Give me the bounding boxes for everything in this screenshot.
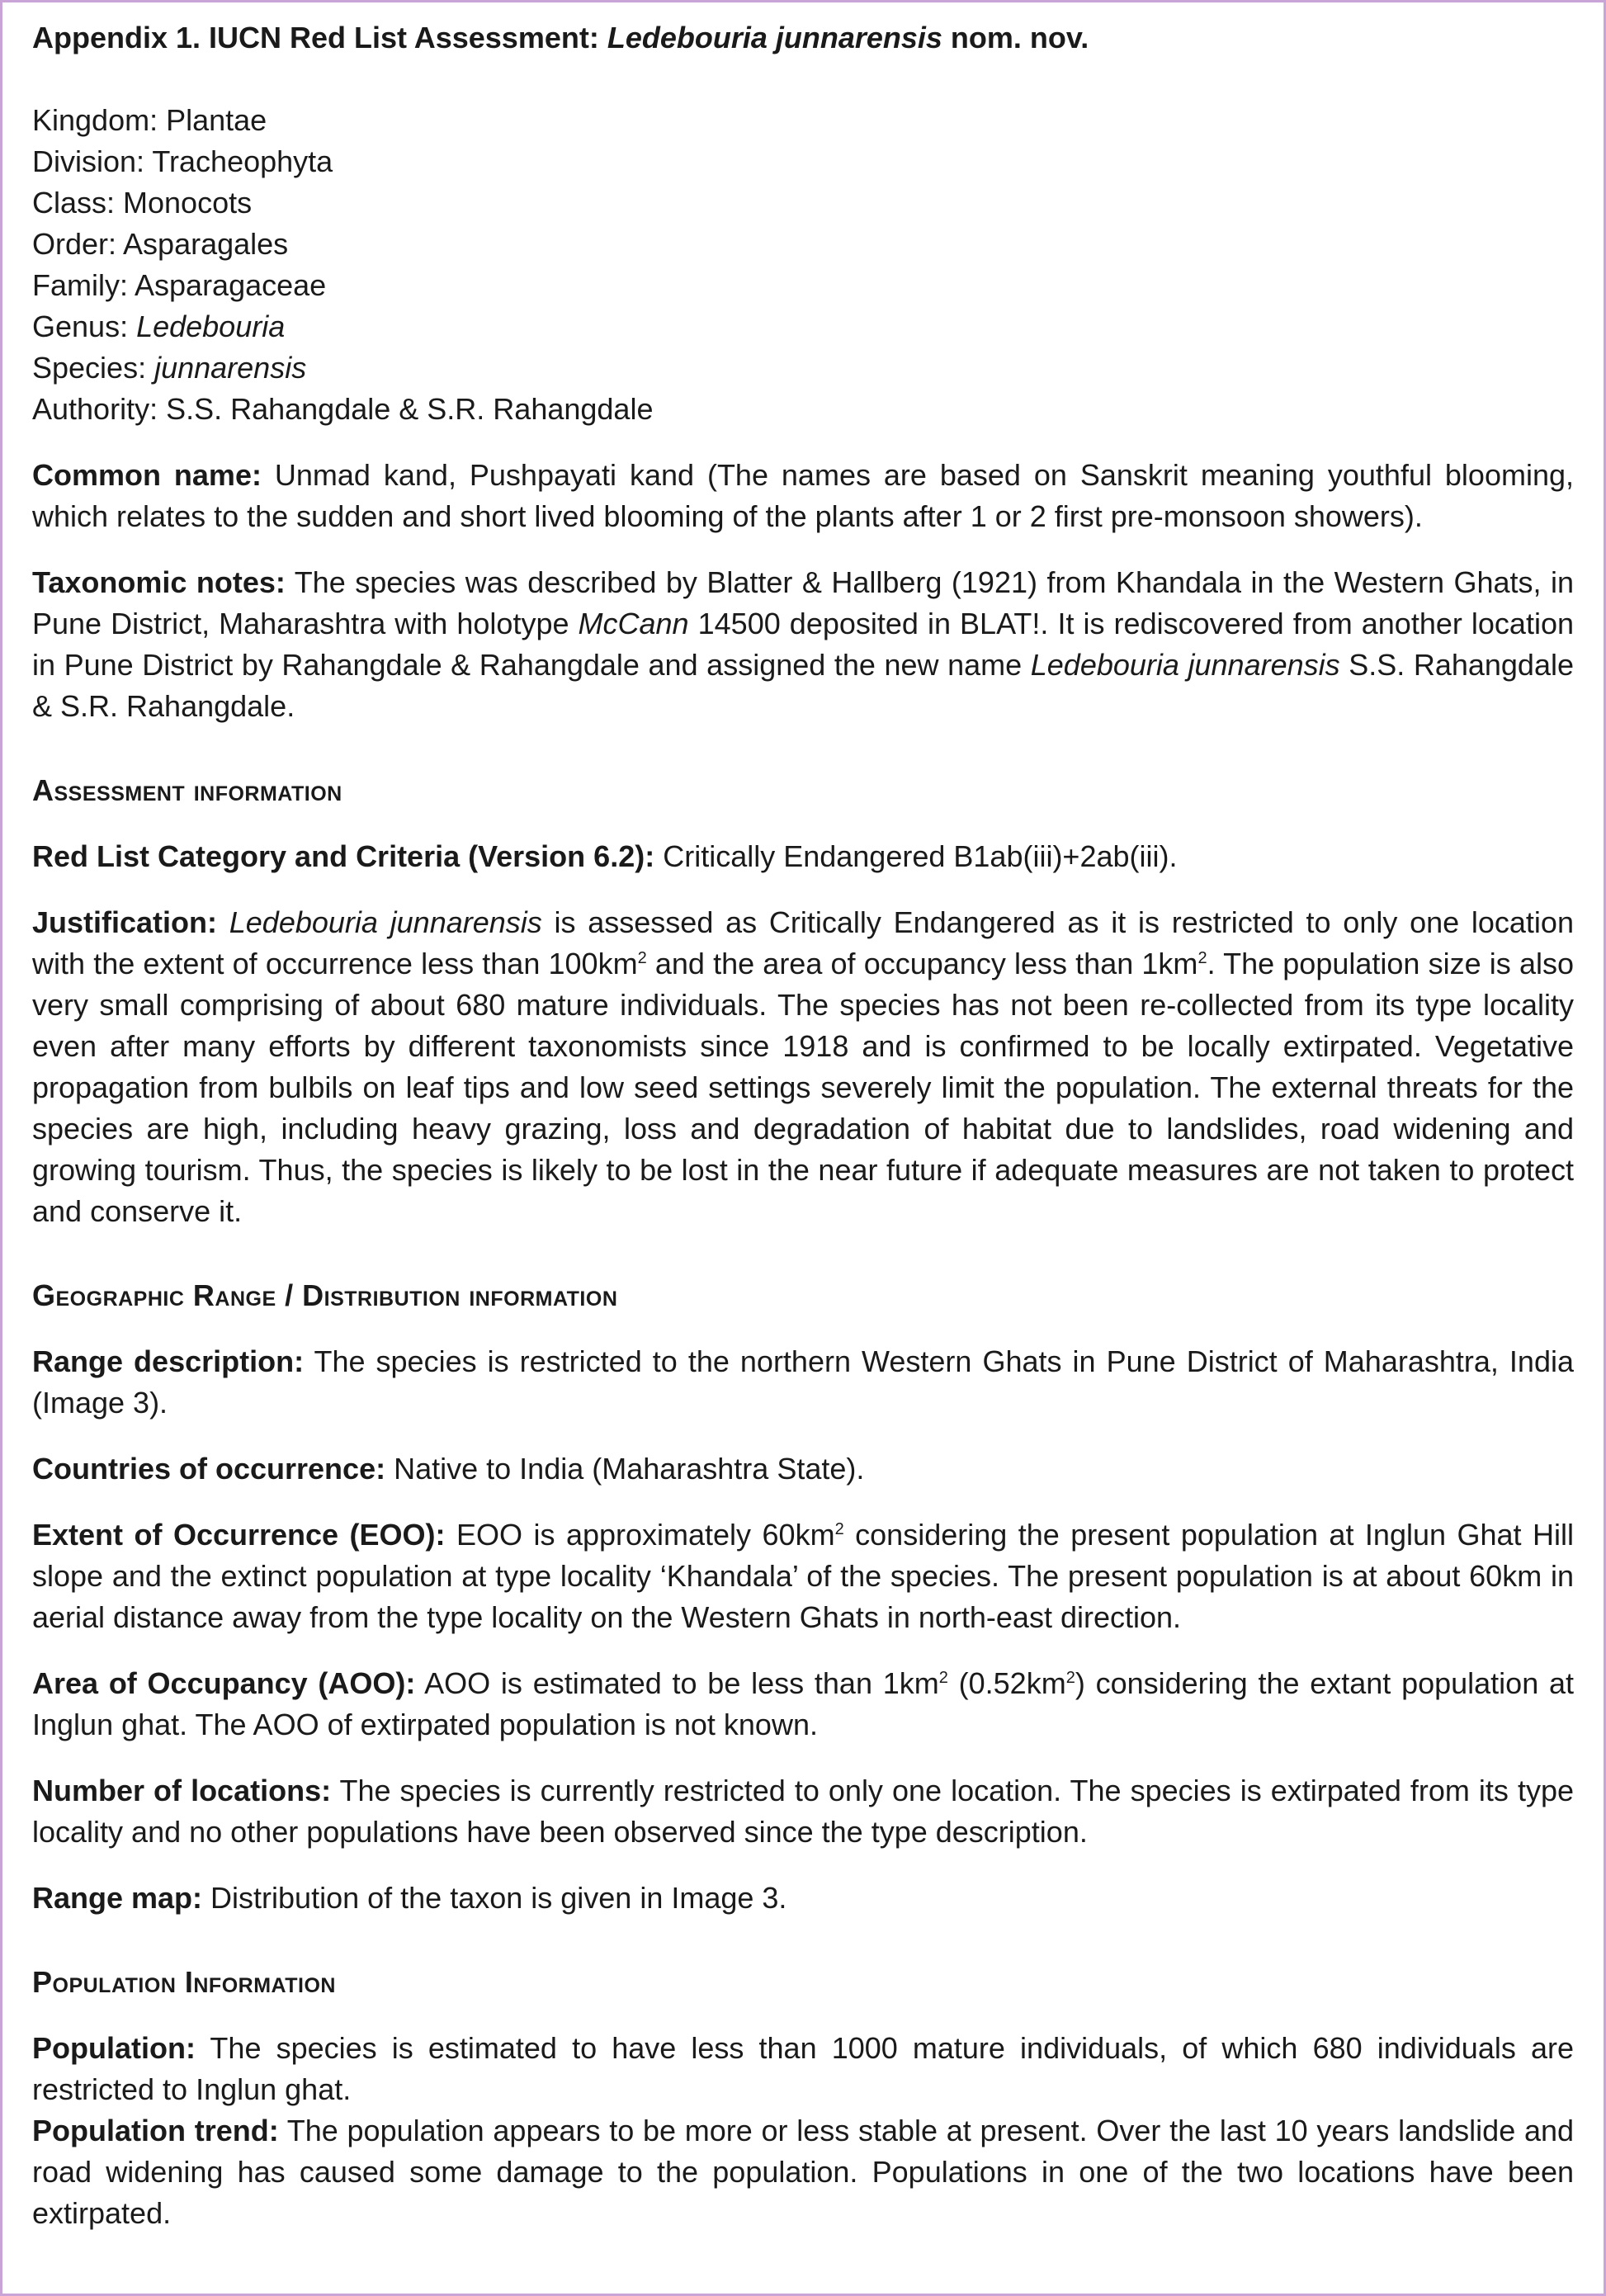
range-label: Range description: — [32, 1344, 305, 1378]
aoo-sup-1: 2 — [938, 1669, 948, 1687]
justification-label: Justification: — [32, 905, 218, 939]
range-map-label: Range map: — [32, 1881, 203, 1915]
category-paragraph — [32, 836, 1574, 877]
class-line: Class: Monocots — [32, 186, 253, 220]
species-label: Species: — [32, 351, 155, 385]
justification-paragraph — [32, 902, 1574, 1232]
common-name-paragraph — [32, 455, 1574, 537]
taxonomic-notes-label: Taxonomic notes: — [32, 565, 286, 599]
taxonomic-notes-paragraph — [32, 562, 1574, 727]
locations-text: The species is currently restricted to only one location. The species is extirpated from its type locality and no other populations have been observed since the type description. — [32, 1774, 1574, 1849]
division-line: Division: Tracheophyta — [32, 144, 333, 178]
page-title — [32, 17, 1574, 59]
aoo-sup-2: 2 — [1065, 1669, 1075, 1687]
taxonomic-notes-text-2: 14500 deposited in BLAT!. It is rediscovered from another location in Pune District by Rahangdale & Rahangdale and assigned the new name — [32, 607, 1574, 682]
common-name-text: Unmad kand, Pushpayati kand (The names are based on Sanskrit meaning youthful blooming, which relates to the sudden and short lived blooming of the plants after 1 or 2 first pre-monsoon showers). — [32, 458, 1574, 533]
population-label: Population: — [32, 2031, 196, 2065]
countries-paragraph — [32, 1448, 1574, 1490]
assessment-heading: Assessment information — [32, 773, 342, 807]
title-species: Ledebouria junnarensis — [607, 21, 942, 54]
eoo-text-2: considering the present population at Inglun Ghat Hill slope and the extinct population at type locality ‘Khandala’ of the species. The present population is at about 60km in aerial distance away from the type locality on the Western Ghats in north-east direction. — [32, 1518, 1575, 1634]
eoo-label: Extent of Occurrence (EOO): — [32, 1518, 446, 1552]
population-trend-text: The population appears to be more or less stable at present. Over the last 10 years landslide and road widening has caused some damage to the population. Populations in one of the two locations have been extirpated. — [32, 2114, 1575, 2230]
eoo-paragraph — [32, 1514, 1574, 1638]
genus-label: Genus: — [32, 309, 137, 343]
range-map-text: Distribution of the taxon is given in Image 3. — [202, 1881, 787, 1915]
aoo-text-2: (0.52km — [947, 1666, 1066, 1700]
range-map-paragraph — [32, 1878, 1574, 1919]
justification-sup-2: 2 — [1197, 949, 1207, 967]
category-text: Critically Endangered B1ab(iii)+2ab(iii). — [654, 839, 1178, 873]
justification-species: Ledebouria junnarensis — [229, 905, 542, 939]
population-trend-label: Population trend: — [32, 2114, 279, 2147]
genus-line — [32, 306, 1574, 347]
justification-text-2: and the area of occupancy less than 1km — [646, 947, 1198, 980]
justification-text-1: is assessed as Critically Endangered as it is restricted to only one location with the extent of occurrence less than 100km — [32, 905, 1574, 980]
population-text: The species is estimated to have less than 1000 mature individuals, of which 680 individuals are restricted to Inglun ghat. — [32, 2031, 1574, 2106]
common-name-label: Common name: — [32, 458, 262, 492]
countries-label: Countries of occurrence: — [32, 1452, 386, 1486]
taxonomic-notes-text-3: S.S. Rahangdale & S.R. Rahangdale. — [32, 648, 1574, 723]
population-trend-paragraph — [32, 2110, 1574, 2234]
locations-label: Number of locations: — [32, 1774, 332, 1807]
family-line: Family: Asparagaceae — [32, 268, 327, 302]
aoo-label: Area of Occupancy (AOO): — [32, 1666, 416, 1700]
eoo-sup: 2 — [834, 1520, 844, 1538]
countries-text: Native to India (Maharashtra State). — [385, 1452, 865, 1486]
locations-paragraph — [32, 1770, 1574, 1853]
kingdom-line: Kingdom: Plantae — [32, 103, 267, 137]
order-line: Order: Asparagales — [32, 227, 289, 261]
geographic-heading: Geographic Range / Distribution information — [32, 1278, 618, 1312]
title-prefix: Appendix 1. IUCN Red List Assessment: — [32, 21, 607, 54]
authority-line: Authority: S.S. Rahangdale & S.R. Rahangdale — [32, 392, 654, 426]
new-species-name: Ledebouria junnarensis — [1030, 648, 1340, 682]
justification-text-3: . The population size is also very small comprising of about 680 mature individuals. The species has not been re-collected from its type locality even after many efforts by different taxonomists since 1918 and is confirmed to be locally extirpated. Vegetative propagation from bulbils on leaf tips and low seed settings severely limit the population. The external threats for the species are high, including heavy grazing, loss and degradation of habitat due to landslides, road widening and growing tourism. Thus, the species is likely to be lost in the near future if adequate measures are not taken to protect and conserve it. — [32, 947, 1574, 1228]
aoo-text-3: ) considering the extant population at Inglun ghat. The AOO of extirpated population is not known. — [32, 1666, 1575, 1741]
genus-value: Ledebouria — [136, 309, 286, 343]
holotype-collector: McCann — [578, 607, 689, 640]
taxonomic-notes-text-1: The species was described by Blatter & Hallberg (1921) from Khandala in the Western Ghats, in Pune District, Maharashtra with holotype — [32, 565, 1575, 640]
range-text: The species is restricted to the northern Western Ghats in Pune District of Maharashtra, India (Image 3). — [32, 1344, 1574, 1420]
range-paragraph — [32, 1341, 1574, 1424]
population-heading: Population Information — [32, 1965, 336, 1999]
title-suffix: nom. nov. — [942, 21, 1089, 54]
species-line — [32, 347, 1574, 389]
population-paragraph — [32, 2028, 1574, 2110]
justification-sup-1: 2 — [637, 949, 647, 967]
eoo-text-1: EOO is approximately 60km — [445, 1518, 835, 1552]
aoo-text-1: AOO is estimated to be less than 1km — [415, 1666, 939, 1700]
classification-block — [32, 100, 1574, 430]
aoo-paragraph — [32, 1663, 1574, 1746]
category-label: Red List Category and Criteria (Version 6.2): — [32, 839, 655, 873]
species-value: junnarensis — [154, 351, 307, 385]
